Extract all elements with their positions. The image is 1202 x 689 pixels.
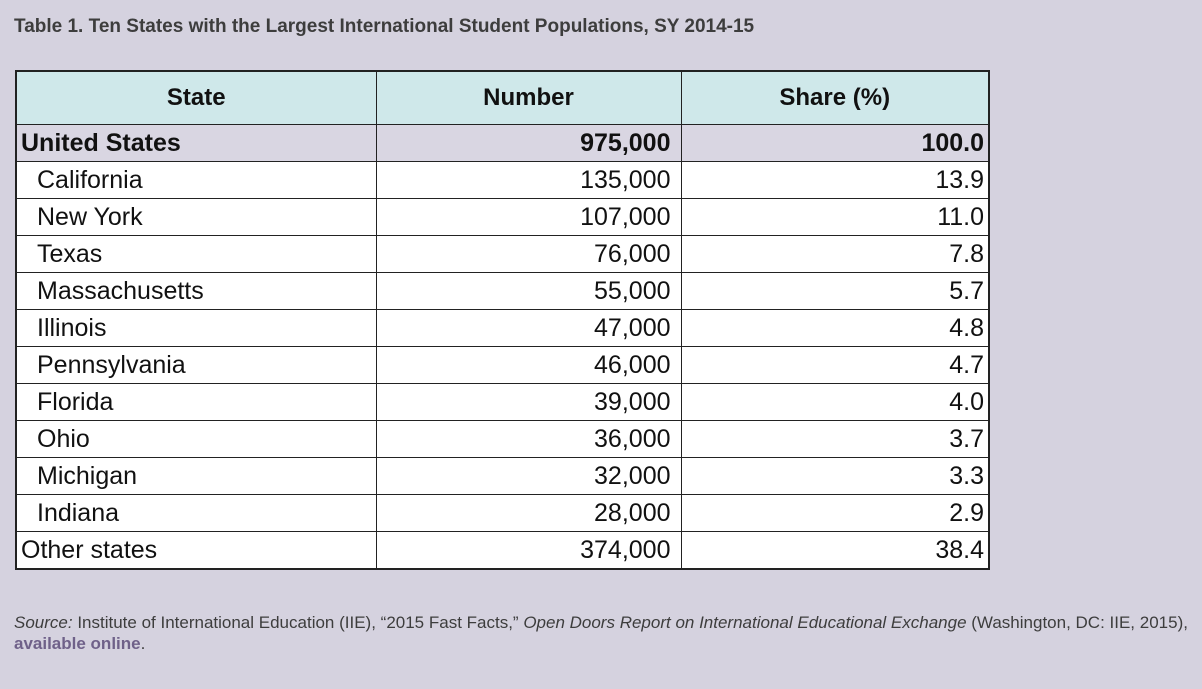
source-text-2: (Washington, DC: IIE, 2015), <box>966 613 1188 632</box>
row-share: 3.7 <box>681 421 989 458</box>
row-number: 47,000 <box>376 310 681 347</box>
row-share: 4.8 <box>681 310 989 347</box>
row-number: 28,000 <box>376 495 681 532</box>
row-number: 39,000 <box>376 384 681 421</box>
total-state: United States <box>16 125 376 162</box>
row-state: Michigan <box>16 458 376 495</box>
source-label: Source: <box>14 613 73 632</box>
row-state: Pennsylvania <box>16 347 376 384</box>
other-share: 38.4 <box>681 532 989 570</box>
row-share: 11.0 <box>681 199 989 236</box>
row-state: California <box>16 162 376 199</box>
row-state: Indiana <box>16 495 376 532</box>
header-state: State <box>16 71 376 125</box>
row-number: 36,000 <box>376 421 681 458</box>
row-number: 55,000 <box>376 273 681 310</box>
row-share: 4.7 <box>681 347 989 384</box>
row-state: Ohio <box>16 421 376 458</box>
header-row <box>16 71 989 125</box>
row-number: 46,000 <box>376 347 681 384</box>
table-body <box>16 125 989 570</box>
other-number: 374,000 <box>376 532 681 570</box>
table-row <box>16 310 989 347</box>
row-state: Florida <box>16 384 376 421</box>
row-state: Massachusetts <box>16 273 376 310</box>
available-online-link[interactable]: available online <box>14 634 141 653</box>
source-end: . <box>140 634 146 653</box>
header-share: Share (%) <box>681 71 989 125</box>
table-row <box>16 199 989 236</box>
row-number: 135,000 <box>376 162 681 199</box>
row-share: 4.0 <box>681 384 989 421</box>
row-share: 5.7 <box>681 273 989 310</box>
other-states-row <box>16 532 989 570</box>
source-note <box>14 612 1189 654</box>
row-state: New York <box>16 199 376 236</box>
table-row <box>16 162 989 199</box>
table-row <box>16 458 989 495</box>
table-caption: Table 1. Ten States with the Largest International Student Populations, SY 2014-15 <box>14 16 755 37</box>
row-share: 3.3 <box>681 458 989 495</box>
row-share: 2.9 <box>681 495 989 532</box>
row-number: 32,000 <box>376 458 681 495</box>
table-row <box>16 495 989 532</box>
table-row <box>16 384 989 421</box>
total-number: 975,000 <box>376 125 681 162</box>
row-number: 76,000 <box>376 236 681 273</box>
source-publication: Open Doors Report on International Educational Exchange <box>523 613 967 632</box>
row-number: 107,000 <box>376 199 681 236</box>
table-row <box>16 236 989 273</box>
total-share: 100.0 <box>681 125 989 162</box>
row-share: 13.9 <box>681 162 989 199</box>
source-text: Institute of International Education (IIE), “2015 Fast Facts,” <box>72 613 524 632</box>
table-container <box>15 70 988 570</box>
table-row <box>16 273 989 310</box>
row-state: Texas <box>16 236 376 273</box>
table-row <box>16 347 989 384</box>
data-table <box>15 70 990 570</box>
row-share: 7.8 <box>681 236 989 273</box>
other-state: Other states <box>16 532 376 570</box>
header-number: Number <box>376 71 681 125</box>
table-row <box>16 421 989 458</box>
total-row <box>16 125 989 162</box>
row-state: Illinois <box>16 310 376 347</box>
